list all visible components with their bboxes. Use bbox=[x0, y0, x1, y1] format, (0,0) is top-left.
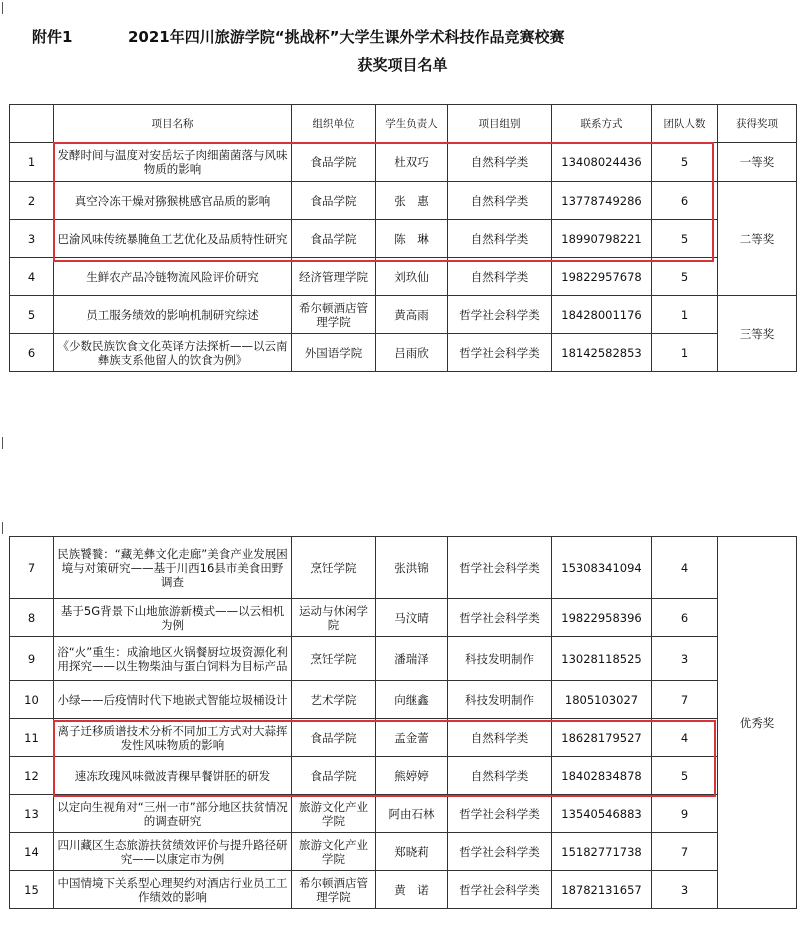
row-number: 5 bbox=[10, 296, 54, 334]
project-group: 哲学社会科学类 bbox=[448, 795, 552, 833]
organization: 旅游文化产业学院 bbox=[292, 833, 376, 871]
row-number: 11 bbox=[10, 719, 54, 757]
table-row bbox=[10, 871, 797, 909]
table-row bbox=[10, 599, 797, 637]
page-margin-mark bbox=[2, 522, 3, 534]
project-name: 《少数民族饮食文化英译方法探析——以云南彝族支系他留人的饮食为例》 bbox=[54, 334, 292, 372]
header-cell: 联系方式 bbox=[552, 105, 652, 143]
table-header-row bbox=[10, 105, 797, 143]
student-leader: 张 惠 bbox=[376, 182, 448, 220]
row-number: 10 bbox=[10, 681, 54, 719]
team-size: 3 bbox=[652, 871, 718, 909]
header-cell: 获得奖项 bbox=[718, 105, 797, 143]
student-leader: 潘瑞泽 bbox=[376, 637, 448, 681]
student-leader: 陈 琳 bbox=[376, 220, 448, 258]
contact-phone: 18402834878 bbox=[552, 757, 652, 795]
contact-phone: 18428001176 bbox=[552, 296, 652, 334]
table-row bbox=[10, 182, 797, 220]
team-size: 4 bbox=[652, 719, 718, 757]
page-subtitle: 获奖项目名单 bbox=[357, 56, 448, 74]
row-number: 12 bbox=[10, 757, 54, 795]
project-group: 自然科学类 bbox=[448, 220, 552, 258]
header-cell: 组织单位 bbox=[292, 105, 376, 143]
organization: 食品学院 bbox=[292, 182, 376, 220]
project-name: 以定向生视角对“三州一市”部分地区扶贫情况的调查研究 bbox=[54, 795, 292, 833]
row-number: 9 bbox=[10, 637, 54, 681]
project-group: 自然科学类 bbox=[448, 719, 552, 757]
project-name: 小绿——后疫情时代下地嵌式智能垃圾桶设计 bbox=[54, 681, 292, 719]
table-row bbox=[10, 833, 797, 871]
organization: 烹饪学院 bbox=[292, 637, 376, 681]
table-row bbox=[10, 296, 797, 334]
project-name: 员工服务绩效的影响机制研究综述 bbox=[54, 296, 292, 334]
project-name: 四川藏区生态旅游扶贫绩效评价与提升路径研究——以康定市为例 bbox=[54, 833, 292, 871]
project-group: 哲学社会科学类 bbox=[448, 871, 552, 909]
team-size: 6 bbox=[652, 599, 718, 637]
table-row bbox=[10, 537, 797, 599]
project-group: 哲学社会科学类 bbox=[448, 833, 552, 871]
project-name: 基于5G背景下山地旅游新模式——以云相机为例 bbox=[54, 599, 292, 637]
project-group: 科技发明制作 bbox=[448, 681, 552, 719]
student-leader: 黄高雨 bbox=[376, 296, 448, 334]
project-group: 自然科学类 bbox=[448, 757, 552, 795]
organization: 食品学院 bbox=[292, 220, 376, 258]
organization: 食品学院 bbox=[292, 143, 376, 182]
student-leader: 孟金蕾 bbox=[376, 719, 448, 757]
award-cell: 二等奖 bbox=[718, 182, 797, 296]
team-size: 6 bbox=[652, 182, 718, 220]
team-size: 5 bbox=[652, 258, 718, 296]
awards-table-2 bbox=[9, 536, 797, 909]
row-number: 3 bbox=[10, 220, 54, 258]
student-leader: 阿由石林 bbox=[376, 795, 448, 833]
table-row bbox=[10, 719, 797, 757]
attachment-label: 附件1 bbox=[32, 28, 73, 46]
table-row bbox=[10, 334, 797, 372]
row-number: 2 bbox=[10, 182, 54, 220]
row-number: 1 bbox=[10, 143, 54, 182]
project-name: 真空冷冻干燥对猕猴桃感官品质的影响 bbox=[54, 182, 292, 220]
row-number: 6 bbox=[10, 334, 54, 372]
team-size: 7 bbox=[652, 833, 718, 871]
student-leader: 杜双巧 bbox=[376, 143, 448, 182]
student-leader: 马汶晴 bbox=[376, 599, 448, 637]
team-size: 5 bbox=[652, 757, 718, 795]
table-row bbox=[10, 795, 797, 833]
contact-phone: 18990798221 bbox=[552, 220, 652, 258]
header-cell: 学生负责人 bbox=[376, 105, 448, 143]
row-number: 7 bbox=[10, 537, 54, 599]
contact-phone: 15308341094 bbox=[552, 537, 652, 599]
student-leader: 黄 诺 bbox=[376, 871, 448, 909]
awards-table-1 bbox=[9, 104, 797, 372]
row-number: 4 bbox=[10, 258, 54, 296]
team-size: 5 bbox=[652, 143, 718, 182]
header-cell: 项目组别 bbox=[448, 105, 552, 143]
organization: 艺术学院 bbox=[292, 681, 376, 719]
team-size: 3 bbox=[652, 637, 718, 681]
table-row bbox=[10, 143, 797, 182]
team-size: 5 bbox=[652, 220, 718, 258]
team-size: 1 bbox=[652, 334, 718, 372]
team-size: 4 bbox=[652, 537, 718, 599]
contact-phone: 1805103027 bbox=[552, 681, 652, 719]
contact-phone: 15182771738 bbox=[552, 833, 652, 871]
project-group: 自然科学类 bbox=[448, 182, 552, 220]
project-group: 自然科学类 bbox=[448, 258, 552, 296]
team-size: 9 bbox=[652, 795, 718, 833]
contact-phone: 13408024436 bbox=[552, 143, 652, 182]
project-group: 哲学社会科学类 bbox=[448, 599, 552, 637]
team-size: 1 bbox=[652, 296, 718, 334]
table-row bbox=[10, 220, 797, 258]
header-cell: 项目名称 bbox=[54, 105, 292, 143]
row-number: 15 bbox=[10, 871, 54, 909]
row-number: 14 bbox=[10, 833, 54, 871]
organization: 外国语学院 bbox=[292, 334, 376, 372]
student-leader: 刘玖仙 bbox=[376, 258, 448, 296]
contact-phone: 19822957678 bbox=[552, 258, 652, 296]
project-name: 速冻玫瑰风味微波青稞早餐饼胚的研发 bbox=[54, 757, 292, 795]
project-name: 民族饕餮：“藏羌彝文化走廊”美食产业发展困境与对策研究——基于川西16县市美食田野调查 bbox=[54, 537, 292, 599]
table-row bbox=[10, 258, 797, 296]
award-cell: 一等奖 bbox=[718, 143, 797, 182]
project-group: 哲学社会科学类 bbox=[448, 334, 552, 372]
organization: 烹饪学院 bbox=[292, 537, 376, 599]
header-cell bbox=[10, 105, 54, 143]
row-number: 8 bbox=[10, 599, 54, 637]
contact-phone: 13028118525 bbox=[552, 637, 652, 681]
contact-phone: 18782131657 bbox=[552, 871, 652, 909]
student-leader: 向继鑫 bbox=[376, 681, 448, 719]
student-leader: 吕雨欣 bbox=[376, 334, 448, 372]
contact-phone: 19822958396 bbox=[552, 599, 652, 637]
student-leader: 张洪锦 bbox=[376, 537, 448, 599]
row-number: 13 bbox=[10, 795, 54, 833]
team-size: 7 bbox=[652, 681, 718, 719]
project-group: 哲学社会科学类 bbox=[448, 537, 552, 599]
project-group: 哲学社会科学类 bbox=[448, 296, 552, 334]
student-leader: 熊婷婷 bbox=[376, 757, 448, 795]
contact-phone: 18142582853 bbox=[552, 334, 652, 372]
project-group: 科技发明制作 bbox=[448, 637, 552, 681]
project-name: 发酵时间与温度对安岳坛子肉细菌菌落与风味物质的影响 bbox=[54, 143, 292, 182]
contact-phone: 18628179527 bbox=[552, 719, 652, 757]
organization: 希尔顿酒店管理学院 bbox=[292, 871, 376, 909]
project-name: 巴渝风味传统暴腌鱼工艺优化及品质特性研究 bbox=[54, 220, 292, 258]
organization: 经济管理学院 bbox=[292, 258, 376, 296]
page-margin-mark bbox=[2, 2, 3, 14]
project-name: 离子迁移质谱技术分析不同加工方式对大蒜挥发性风味物质的影响 bbox=[54, 719, 292, 757]
organization: 希尔顿酒店管理学院 bbox=[292, 296, 376, 334]
project-name: 浴“火”重生：成渝地区火锅餐厨垃圾资源化利用探究——以生物柴油与蛋白饲料为目标产品 bbox=[54, 637, 292, 681]
project-name: 生鲜农产品冷链物流风险评价研究 bbox=[54, 258, 292, 296]
award-cell: 三等奖 bbox=[718, 296, 797, 372]
contact-phone: 13778749286 bbox=[552, 182, 652, 220]
organization: 运动与休闲学院 bbox=[292, 599, 376, 637]
organization: 食品学院 bbox=[292, 757, 376, 795]
organization: 食品学院 bbox=[292, 719, 376, 757]
contact-phone: 13540546883 bbox=[552, 795, 652, 833]
project-group: 自然科学类 bbox=[448, 143, 552, 182]
award-cell: 优秀奖 bbox=[718, 537, 797, 909]
organization: 旅游文化产业学院 bbox=[292, 795, 376, 833]
table-row bbox=[10, 637, 797, 681]
page-margin-mark bbox=[2, 437, 3, 449]
table-row bbox=[10, 681, 797, 719]
page-title: 2021年四川旅游学院“挑战杯”大学生课外学术科技作品竞赛校赛 bbox=[128, 28, 565, 46]
student-leader: 郑晓莉 bbox=[376, 833, 448, 871]
header-cell: 团队人数 bbox=[652, 105, 718, 143]
table-row bbox=[10, 757, 797, 795]
project-name: 中国情境下关系型心理契约对酒店行业员工工作绩效的影响 bbox=[54, 871, 292, 909]
